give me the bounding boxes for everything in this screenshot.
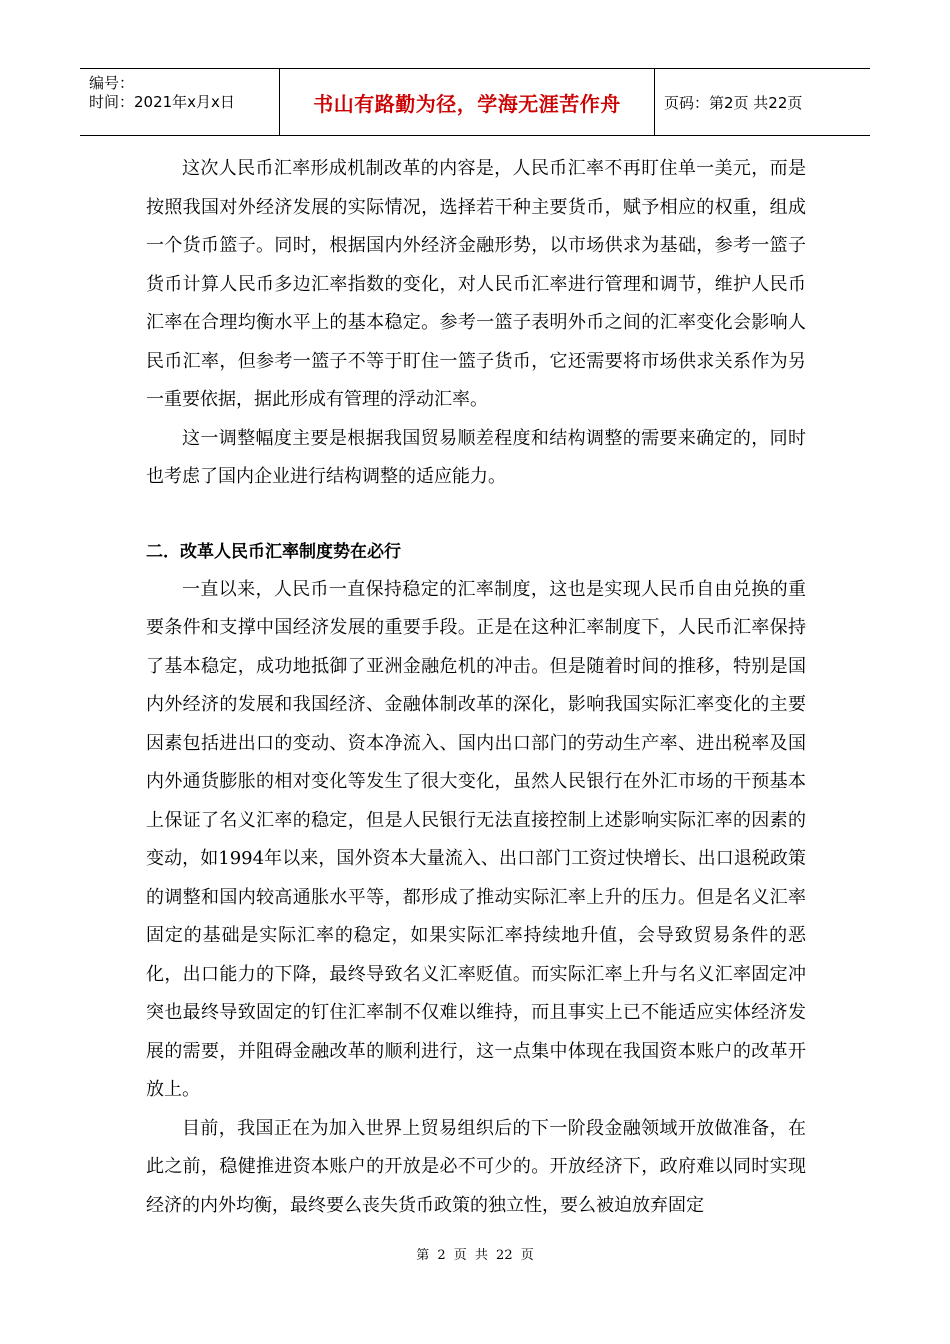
- header-meta-cell: [80, 69, 280, 135]
- page-footer: 第 2 页 共 22 页: [416, 1248, 534, 1263]
- header-motto: 书山有路勤为径，学海无涯苦作舟: [313, 91, 621, 116]
- body-paragraph: 这次人民币汇率形成机制改革的内容是，人民币汇率不再盯住单一美元，而是按照我国对外经济发展的实际情况，选择若干种主要货币，赋予相应的权重，组成一个货币篮子。同时，根据国内外经济金融形势，以市场供求为基础，参考一篮子货币计算人民币多边汇率指数的变化，对人民币汇率进行管理和调节，维护人民币汇率在合理均衡水平上的基本稳定。参考一篮子表明外币之间的汇率变化会影响人民币汇率，但参考一篮子不等于盯住一篮子货币，它还需要将市场供求关系作为另一重要依据，据此形成有管理的浮动汇率。: [146, 158, 806, 410]
- body-paragraph: 一直以来，人民币一直保持稳定的汇率制度，这也是实现人民币自由兑换的重要条件和支撑中国经济发展的重要手段。正是在这种汇率制度下，人民币汇率保持了基本稳定，成功地抵御了亚洲金融危机的冲击。但是随着时间的推移，特别是国内外经济的发展和我国经济、金融体制改革的深化，影响我国实际汇率变化的主要因素包括进出口的变动、资本净流入、国内出口部门的劳动生产率、进出税率及国内外通货膨胀的相对变化等发生了很大变化，虽然人民银行在外汇市场的干预基本上保证了名义汇率的稳定，但是人民银行无法直接控制上述影响实际汇率的因素的变动，如1994年以来，国外资本大量流入、出口部门工资过快增长、出口退税政策的调整和国内较高通胀水平等，都形成了推动实际汇率上升的压力。但是名义汇率固定的基础是实际汇率的稳定，如果实际汇率持续地升值，会导致贸易条件的恶化，出口能力的下降，最终导致名义汇率贬值。而实际汇率上升与名义汇率固定冲突也最终导致固定的钉住汇率制不仅难以维持，而且事实上已不能适应实体经济发展的需要，并阻碍金融改革的顺利进行，这一点集中体现在我国资本账户的改革开放上。: [146, 578, 806, 1100]
- header-motto-cell: [280, 69, 655, 135]
- document-header: [80, 68, 870, 136]
- document-body: [146, 150, 806, 1225]
- section-heading: 二．改革人民币汇率制度势在必行: [146, 541, 401, 562]
- header-page-cell: [655, 69, 870, 135]
- body-paragraph: 这一调整幅度主要是根据我国贸易顺差程度和结构调整的需要来确定的，同时也考虑了国内企业进行结构调整的适应能力。: [146, 427, 806, 487]
- document-date-label: 时间：2021年x月x日: [89, 93, 235, 111]
- document-number-label: 编号：: [89, 74, 135, 92]
- header-page-info: 页码：第2页 共22页: [664, 93, 803, 112]
- section-spacer: [146, 497, 806, 533]
- body-paragraph: 目前，我国正在为加入世界上贸易组织后的下一阶段金融领域开放做准备，在此之前，稳健推进资本账户的开放是必不可少的。开放经济下，政府难以同时实现经济的内外均衡，最终要么丧失货币政策的独立性，要么被迫放弃固定: [146, 1117, 806, 1216]
